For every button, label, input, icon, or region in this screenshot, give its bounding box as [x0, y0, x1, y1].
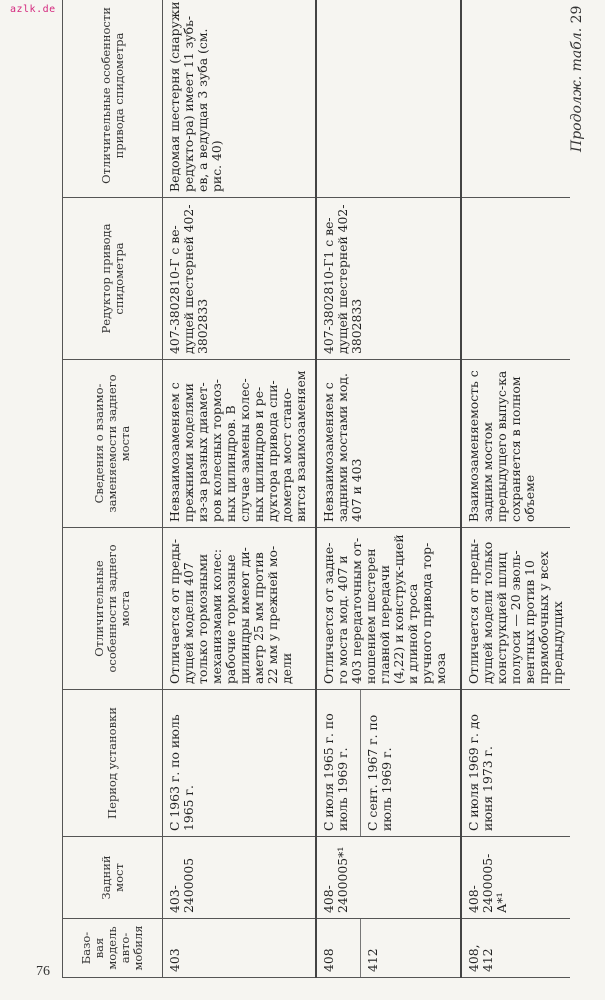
col-header-period: Период установки: [63, 690, 163, 837]
table-caption: [569, 6, 585, 152]
cell-axle: 403-2400005: [163, 837, 316, 919]
cell-axle: 408-2400005*¹: [316, 837, 461, 919]
cell-axle: 408-2400005-А*¹: [461, 837, 570, 919]
cell-reducer: [461, 198, 570, 360]
table-row: [163, 0, 316, 978]
cell-period: С сент. 1967 г. по июль 1969 г.: [361, 690, 461, 837]
cell-drive-features: [461, 0, 570, 198]
cell-period: С июля 1965 г. по июль 1969 г.: [316, 690, 361, 837]
cell-drive-features: Ведомая шестерня (снаружи редукто-ра) имеет 11 зубь-ев, а ведущая 3 зуба (см. рис. 40): [163, 0, 316, 198]
cell-interchange: Невзаимозаменяем с прежними моделями из-за разных диамет-ров колесных тормоз-ных цилиндров. В случае замены колес-ных цилиндров и ре-дуктора привода спи-дометра мост стано-вится взаимозаменяем: [163, 360, 316, 528]
cell-model: 403: [163, 919, 316, 978]
cell-drive-features: [316, 0, 461, 198]
col-header-drive-features: Отличительные особенности привода спидометра: [63, 0, 163, 198]
cell-interchange: Невзаимозаменяем с задними мостами мод. 407 и 403: [316, 360, 461, 528]
cell-reducer: 407-3802810-Г с ве-дущей шестерней 402-3802833: [163, 198, 316, 360]
cell-period: С июля 1969 г. до июня 1973 г.: [461, 690, 570, 837]
cell-features: Отличается от преды-дущей модели только конструкцией шлиц полуоси — 20 эволь-вентных против 10 прямобочных у всех предыдущих: [461, 528, 570, 690]
cell-model: 408, 412: [461, 919, 570, 978]
col-header-interchange: Сведения о взаимо-заменяемости заднего моста: [63, 360, 163, 528]
cell-interchange: Взаимозаменяемость с задним мостом предыдущего выпус-ка сохраняется в полном объеме: [461, 360, 570, 528]
caption-prefix: Продолж. табл.: [569, 27, 585, 152]
cell-model: 408: [316, 919, 361, 978]
header-row: [63, 0, 163, 978]
cell-reducer: 407-3802810-Г1 с ве-дущей шестерней 402-3802833: [316, 198, 461, 360]
cell-period: С 1963 г. по июль 1965 г.: [163, 690, 316, 837]
cell-features: Отличается от преды-дущей модели 407 только тормозными механизмами колес: рабочие тормозные цилиндры имеют ди-аметр 25 мм против 22 мм у прежней мо-дели: [163, 528, 316, 690]
cell-model: 412: [361, 919, 461, 978]
cell-features: Отличается от задне-го моста мод. 407 и 403 передаточным от-ношением шестерен главной передачи (4,22) и конструк-цией и длиной троса ручного привода тор-моза: [316, 528, 461, 690]
caption-number: 29: [569, 5, 585, 24]
table-row: [461, 0, 570, 978]
col-header-reducer: Редуктор привода спидометра: [63, 198, 163, 360]
table-row: [316, 0, 361, 978]
col-header-axle: Задний мост: [63, 837, 163, 919]
col-header-model: Базо-вая модель авто-мобиля: [63, 919, 163, 978]
watermark: azlk.de: [10, 4, 56, 15]
page-number: 76: [36, 964, 50, 979]
col-header-features: Отличительные особенности заднего моста: [63, 528, 163, 690]
spec-table: [62, 0, 570, 978]
